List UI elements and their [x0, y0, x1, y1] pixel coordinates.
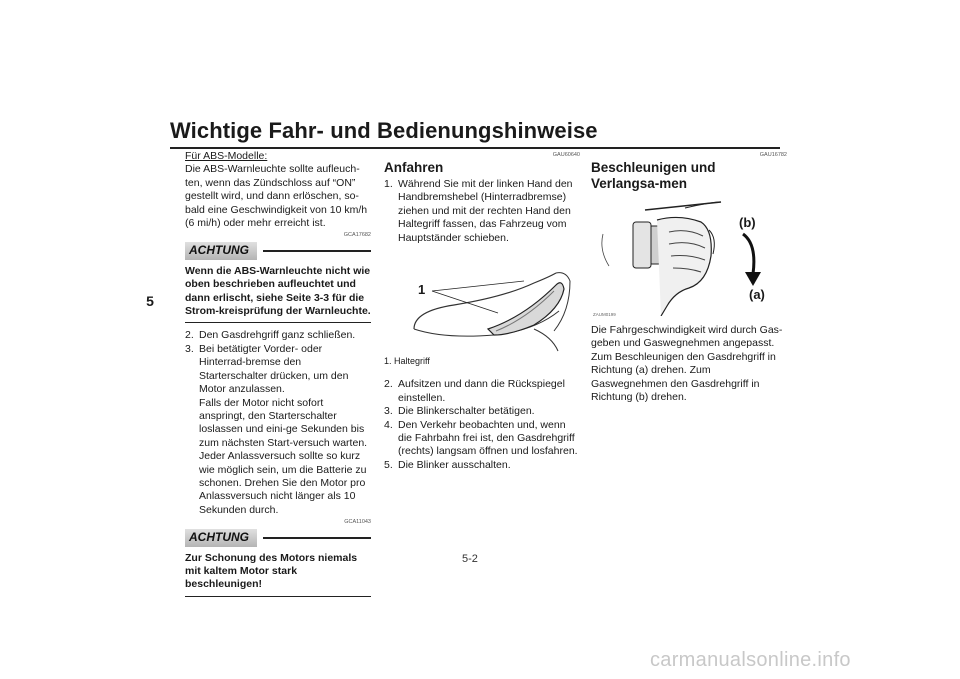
figure-code: ZAUM0199	[593, 312, 616, 317]
scooter-seat-illustration	[384, 251, 580, 353]
caution-ref: GCA11043	[344, 519, 371, 526]
caution-header	[185, 529, 371, 546]
section-heading-beschleunigen: Beschleunigen und Verlangsa-men	[591, 160, 716, 191]
step-text: Die Blinker ausschalten.	[398, 458, 511, 471]
step-number: 3.	[185, 342, 194, 355]
figure-callout: 1	[418, 282, 426, 298]
list-item	[384, 419, 580, 459]
middle-column	[384, 150, 580, 472]
direction-label-a: (a)	[749, 287, 765, 302]
caution-header	[185, 242, 371, 259]
step-extra-text: Falls der Motor nicht sofort anspringt, den Starterschalter loslassen und eini-ge Sekunden bis zum nächsten Start-versuch warten. Jeder Anlassversuch sollte so kurz wie möglich sein, um die Batterie zu schonen. Drehen Sie den Motor pro Anlassversuch nicht länger als 10 Sekunden durch.	[199, 396, 368, 516]
step-number: 5.	[384, 458, 393, 471]
list-item	[185, 343, 371, 517]
step-number: 4.	[384, 418, 393, 431]
caution-text: Wenn die ABS-Warnleuchte nicht wie oben beschrieben aufleuchtet und dann erlischt, siehe Seite 3-3 für die Strom-kreisprüfung der Warnleuchte.	[185, 265, 371, 324]
right-column	[591, 150, 787, 404]
step-text: Den Verkehr beobachten und, wenn die Fahrbahn frei ist, den Gasdrehgriff (rechts) langsam öffnen und losfahren.	[398, 418, 578, 458]
step-number: 2.	[185, 329, 194, 342]
list-item	[384, 378, 580, 405]
abs-subheading: Für ABS-Modelle:	[185, 150, 268, 162]
step-text: Den Gasdrehgriff ganz schließen.	[199, 329, 356, 342]
figure-caption: 1. Haltegriff	[384, 356, 430, 367]
anfahren-steps	[384, 378, 580, 472]
direction-label-b: (b)	[739, 215, 756, 230]
step-number: 2.	[384, 378, 393, 391]
chapter-tab: 5	[146, 293, 154, 309]
caution-rule	[263, 537, 371, 539]
abs-text: Die ABS-Warnleuchte sollte aufleuch-ten, wenn das Zündschloss auf “ON” gestellt wird, und dann erlöschen, so-bald eine Geschwindigkeit von 10 km/h (6 mi/h) oder mehr erreicht ist.	[185, 163, 368, 230]
section-heading-anfahren: Anfahren	[384, 160, 444, 175]
page-number: 5-2	[462, 553, 478, 565]
section-ref: GAU16782	[759, 152, 787, 158]
step-text: Während Sie mit der linken Hand den Handbremshebel (Hinterradbremse) ziehen und mit der rechten Hand den Haltegriff fassen, das Fahrzeug vom Hauptständer schieben.	[398, 178, 573, 244]
caution-label: ACHTUNG	[185, 529, 257, 546]
list-item	[384, 405, 580, 418]
section-ref: GAU60640	[552, 152, 580, 158]
left-column	[185, 150, 371, 597]
seat-grab-bar-figure	[384, 251, 580, 353]
step-text: Bei betätigter Vorder- oder Hinterrad-bremse den Starterschalter drücken, um den Motor anzulassen.	[199, 342, 349, 396]
list-item	[384, 459, 580, 472]
step-text: Die Blinkerschalter betätigen.	[398, 405, 535, 418]
anfahren-steps-intro	[384, 178, 580, 245]
step-text: Aufsitzen und dann die Rückspiegel einstellen.	[398, 378, 565, 404]
throttle-figure	[591, 196, 787, 316]
caution-text: Zur Schonung des Motors niemals mit kaltem Motor stark beschleunigen!	[185, 552, 371, 597]
page-title: Wichtige Fahr- und Bedienungshinweise	[170, 118, 598, 143]
start-steps	[185, 329, 371, 517]
step-number: 1.	[384, 178, 393, 190]
list-item	[185, 329, 371, 342]
caution-rule	[263, 250, 371, 252]
title-rule	[170, 147, 780, 149]
watermark: carmanualsonline.info	[650, 649, 851, 671]
list-item	[384, 178, 580, 245]
step-number: 3.	[384, 405, 393, 418]
caution-ref: GCA17682	[343, 232, 371, 239]
caution-label: ACHTUNG	[185, 242, 257, 259]
throttle-text: Die Fahrgeschwindigkeit wird durch Gas-geben und Gaswegnehmen angepasst. Zum Beschleunigen den Gasdrehgriff in Richtung (a) drehen. Zum Gaswegnehmen den Gasdrehgriff in Richtung (b) drehen.	[591, 324, 783, 404]
